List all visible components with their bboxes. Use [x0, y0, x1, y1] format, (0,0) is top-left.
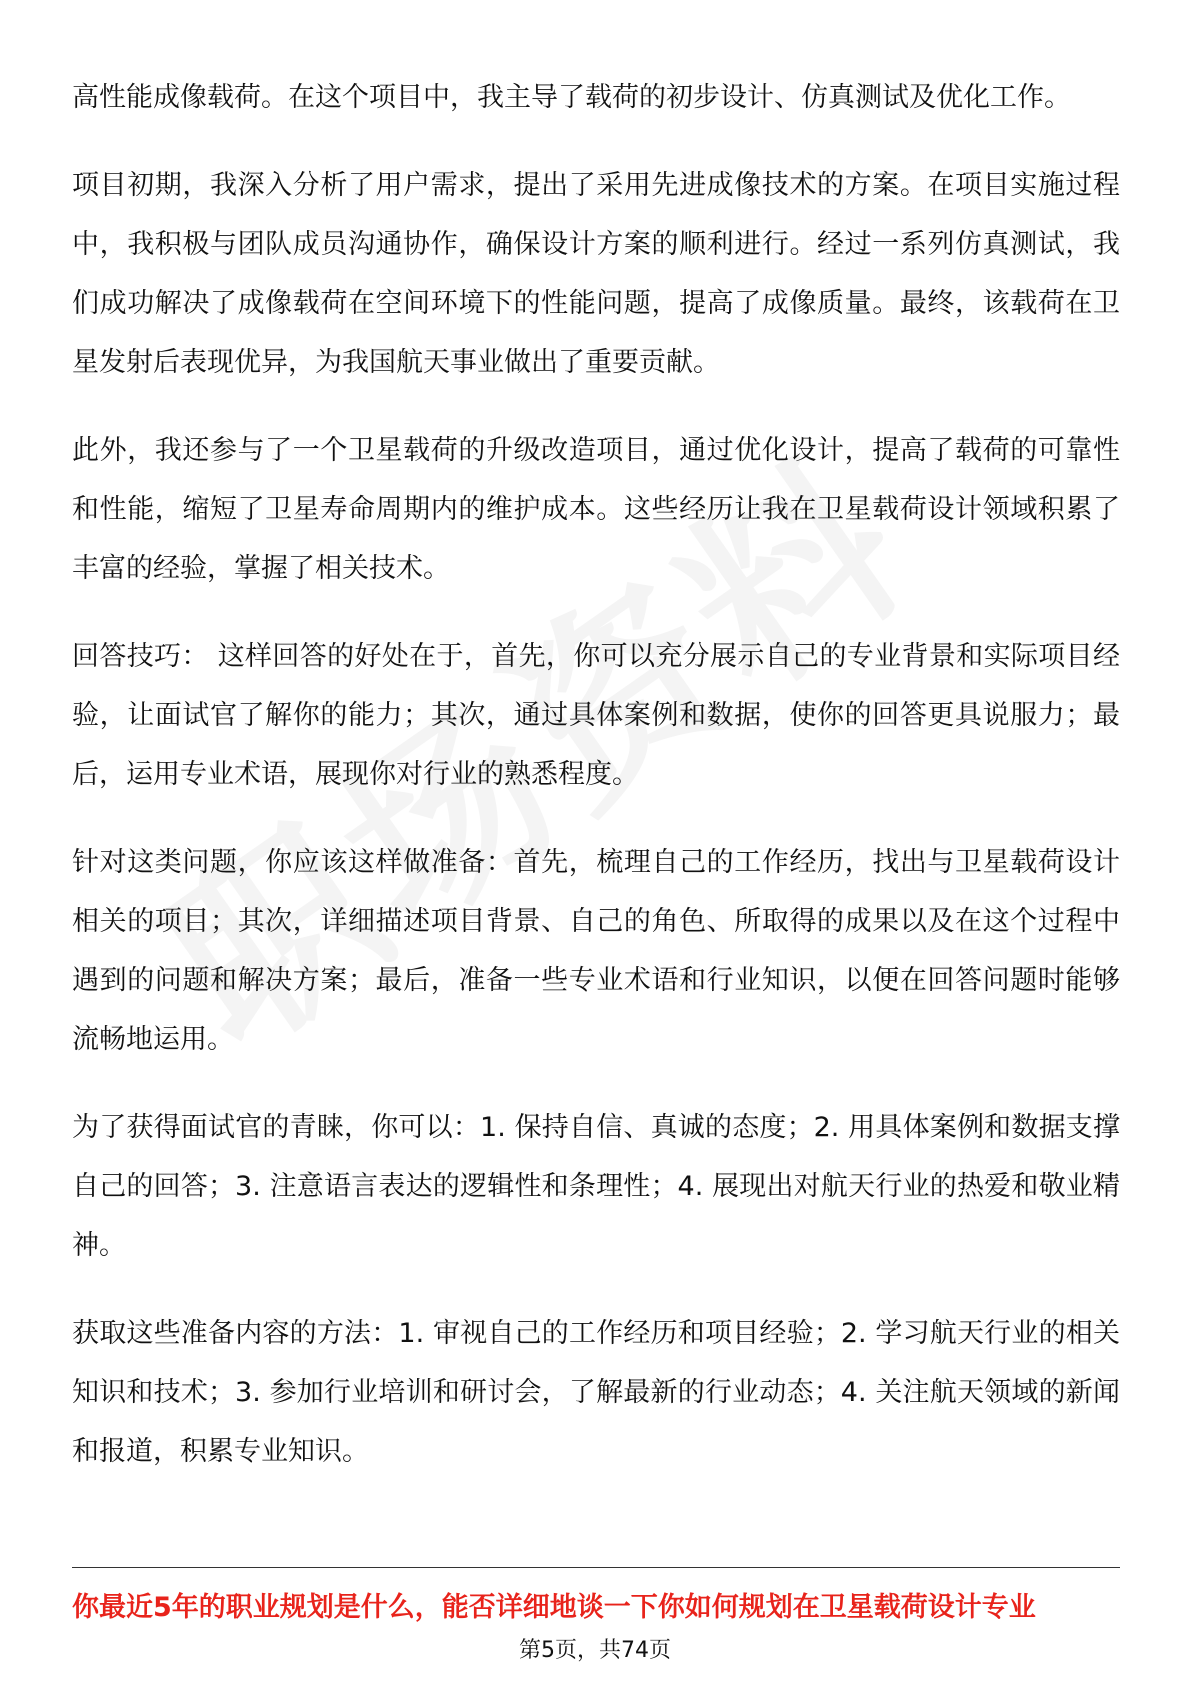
paragraph-upgrade-project: 此外，我还参与了一个卫星载荷的升级改造项目，通过优化设计，提高了载荷的可靠性和性能，缩短了卫星寿命周期内的维护成本。这些经历让我在卫星载荷设计领域积累了丰富的经验，掌握了相关技术。 — [72, 435, 1120, 584]
page-body — [72, 68, 1120, 1510]
paragraph-answer-tips: 回答技巧： 这样回答的好处在于，首先，你可以充分展示自己的专业背景和实际项目经验，让面试官了解你的能力；其次，通过具体案例和数据，使你的回答更具说服力；最后，运用专业术语，展现你对行业的熟悉程度。 — [72, 641, 1120, 790]
next-question-heading: 你最近5年的职业规划是什么，能否详细地谈一下你如何规划在卫星载荷设计专业 — [72, 1592, 1036, 1623]
paragraph-preparation: 针对这类问题，你应该这样做准备：首先，梳理自己的工作经历，找出与卫星载荷设计相关的项目；其次，详细描述项目背景、自己的角色、所取得的成果以及在这个过程中遇到的问题和解决方案；最后，准备一些专业术语和行业知识，以便在回答问题时能够流畅地运用。 — [72, 847, 1120, 1055]
paragraph-preparation-methods: 获取这些准备内容的方法：1. 审视自己的工作经历和项目经验；2. 学习航天行业的相关知识和技术；3. 参加行业培训和研讨会，了解最新的行业动态；4. 关注航天领域的新闻和报道，积累专业知识。 — [72, 1318, 1120, 1467]
paragraph-project-intro: 高性能成像载荷。在这个项目中，我主导了载荷的初步设计、仿真测试及优化工作。 — [72, 82, 1071, 113]
section-divider — [72, 1567, 1120, 1568]
page-number-footer: 第5页，共74页 — [519, 1638, 671, 1663]
paragraph-project-process: 项目初期，我深入分析了用户需求，提出了采用先进成像技术的方案。在项目实施过程中，我积极与团队成员沟通协作，确保设计方案的顺利进行。经过一系列仿真测试，我们成功解决了成像载荷在空间环境下的性能问题，提高了成像质量。最终，该载荷在卫星发射后表现优异，为我国航天事业做出了重要贡献。 — [72, 170, 1120, 378]
paragraph-impress-interviewer: 为了获得面试官的青睐，你可以：1. 保持自信、真诚的态度；2. 用具体案例和数据支撑自己的回答；3. 注意语言表达的逻辑性和条理性；4. 展现出对航天行业的热爱和敬业精神。 — [72, 1112, 1120, 1261]
